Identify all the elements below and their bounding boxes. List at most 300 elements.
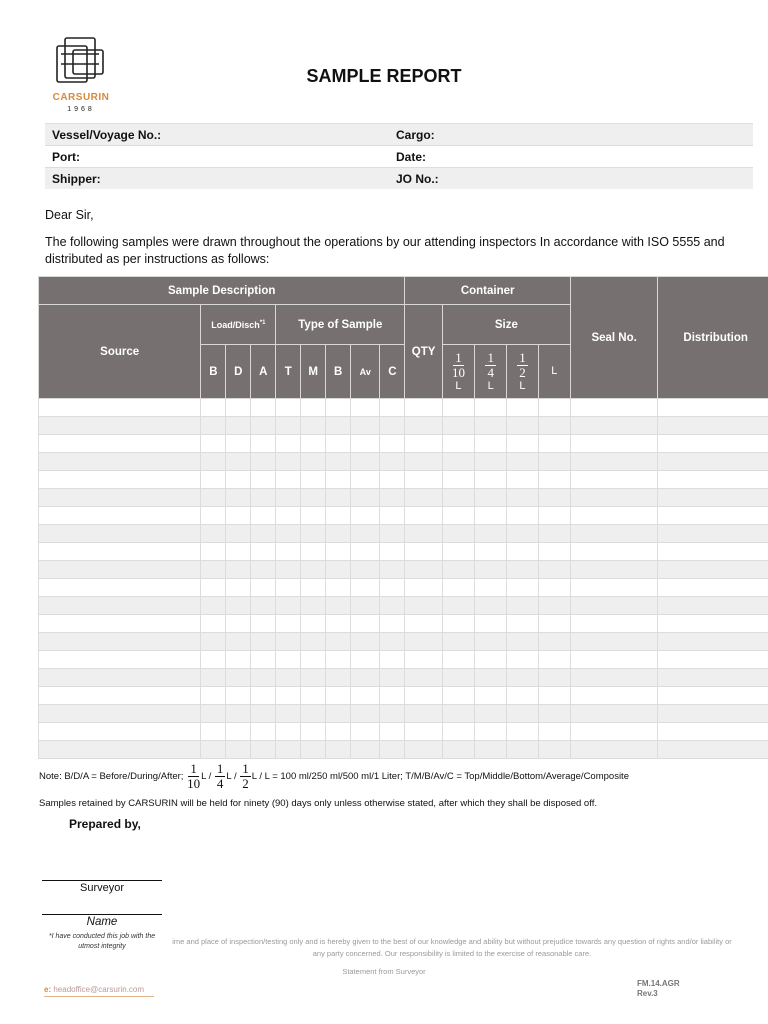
table-cell[interactable] bbox=[475, 399, 507, 417]
table-cell[interactable] bbox=[442, 399, 474, 417]
table-cell[interactable] bbox=[380, 723, 405, 741]
table-cell[interactable] bbox=[226, 489, 251, 507]
table-cell[interactable] bbox=[380, 399, 405, 417]
table-cell[interactable] bbox=[538, 741, 570, 759]
table-cell[interactable] bbox=[475, 453, 507, 471]
table-cell[interactable] bbox=[570, 705, 657, 723]
table-cell[interactable] bbox=[251, 561, 276, 579]
table-cell[interactable] bbox=[538, 597, 570, 615]
table-cell[interactable] bbox=[475, 669, 507, 687]
table-cell[interactable] bbox=[326, 741, 351, 759]
table-cell[interactable] bbox=[39, 705, 201, 723]
table-cell[interactable] bbox=[226, 525, 251, 543]
table-cell[interactable] bbox=[326, 597, 351, 615]
table-cell[interactable] bbox=[39, 651, 201, 669]
table-cell[interactable] bbox=[475, 561, 507, 579]
table-cell[interactable] bbox=[351, 579, 380, 597]
table-cell[interactable] bbox=[351, 561, 380, 579]
table-cell[interactable] bbox=[405, 705, 442, 723]
table-cell[interactable] bbox=[276, 417, 301, 435]
table-cell[interactable] bbox=[538, 525, 570, 543]
table-cell[interactable] bbox=[326, 417, 351, 435]
table-cell[interactable] bbox=[442, 687, 474, 705]
table-cell[interactable] bbox=[405, 651, 442, 669]
table-cell[interactable] bbox=[442, 561, 474, 579]
table-cell[interactable] bbox=[538, 471, 570, 489]
table-cell[interactable] bbox=[201, 561, 226, 579]
table-cell[interactable] bbox=[276, 633, 301, 651]
table-cell[interactable] bbox=[226, 741, 251, 759]
table-cell[interactable] bbox=[538, 651, 570, 669]
table-cell[interactable] bbox=[570, 435, 657, 453]
table-cell[interactable] bbox=[570, 453, 657, 471]
table-cell[interactable] bbox=[507, 543, 538, 561]
table-cell[interactable] bbox=[538, 489, 570, 507]
table-cell[interactable] bbox=[201, 579, 226, 597]
table-cell[interactable] bbox=[442, 615, 474, 633]
table-cell[interactable] bbox=[475, 507, 507, 525]
table-cell[interactable] bbox=[475, 651, 507, 669]
table-cell[interactable] bbox=[570, 723, 657, 741]
table-cell[interactable] bbox=[226, 453, 251, 471]
table-cell[interactable] bbox=[39, 669, 201, 687]
table-cell[interactable] bbox=[538, 507, 570, 525]
table-cell[interactable] bbox=[251, 615, 276, 633]
table-cell[interactable] bbox=[570, 525, 657, 543]
table-cell[interactable] bbox=[405, 435, 442, 453]
table-cell[interactable] bbox=[570, 687, 657, 705]
table-cell[interactable] bbox=[442, 489, 474, 507]
table-cell[interactable] bbox=[276, 507, 301, 525]
table-cell[interactable] bbox=[39, 723, 201, 741]
table-cell[interactable] bbox=[201, 525, 226, 543]
table-cell[interactable] bbox=[380, 615, 405, 633]
table-cell[interactable] bbox=[507, 471, 538, 489]
table-cell[interactable] bbox=[405, 633, 442, 651]
table-cell[interactable] bbox=[301, 633, 326, 651]
table-cell[interactable] bbox=[507, 615, 538, 633]
table-cell[interactable] bbox=[39, 453, 201, 471]
table-cell[interactable] bbox=[39, 597, 201, 615]
table-cell[interactable] bbox=[326, 507, 351, 525]
table-cell[interactable] bbox=[405, 615, 442, 633]
table-cell[interactable] bbox=[380, 471, 405, 489]
table-cell[interactable] bbox=[39, 435, 201, 453]
table-cell[interactable] bbox=[39, 579, 201, 597]
table-cell[interactable] bbox=[405, 525, 442, 543]
table-cell[interactable] bbox=[301, 615, 326, 633]
table-cell[interactable] bbox=[226, 669, 251, 687]
table-cell[interactable] bbox=[351, 669, 380, 687]
table-cell[interactable] bbox=[442, 435, 474, 453]
table-cell[interactable] bbox=[39, 525, 201, 543]
table-cell[interactable] bbox=[658, 723, 768, 741]
table-cell[interactable] bbox=[276, 525, 301, 543]
table-cell[interactable] bbox=[326, 687, 351, 705]
table-cell[interactable] bbox=[538, 561, 570, 579]
table-cell[interactable] bbox=[226, 687, 251, 705]
table-cell[interactable] bbox=[251, 741, 276, 759]
table-cell[interactable] bbox=[538, 399, 570, 417]
table-cell[interactable] bbox=[301, 507, 326, 525]
table-cell[interactable] bbox=[276, 651, 301, 669]
table-cell[interactable] bbox=[301, 435, 326, 453]
table-cell[interactable] bbox=[380, 417, 405, 435]
table-cell[interactable] bbox=[442, 543, 474, 561]
table-cell[interactable] bbox=[351, 615, 380, 633]
table-cell[interactable] bbox=[251, 579, 276, 597]
table-cell[interactable] bbox=[570, 399, 657, 417]
table-cell[interactable] bbox=[538, 687, 570, 705]
table-cell[interactable] bbox=[326, 651, 351, 669]
table-cell[interactable] bbox=[658, 705, 768, 723]
table-cell[interactable] bbox=[276, 723, 301, 741]
table-cell[interactable] bbox=[251, 723, 276, 741]
table-cell[interactable] bbox=[326, 525, 351, 543]
table-cell[interactable] bbox=[538, 435, 570, 453]
table-cell[interactable] bbox=[507, 705, 538, 723]
table-cell[interactable] bbox=[276, 687, 301, 705]
table-cell[interactable] bbox=[301, 669, 326, 687]
table-cell[interactable] bbox=[475, 417, 507, 435]
table-cell[interactable] bbox=[475, 435, 507, 453]
table-cell[interactable] bbox=[442, 525, 474, 543]
table-cell[interactable] bbox=[251, 543, 276, 561]
table-cell[interactable] bbox=[380, 507, 405, 525]
table-cell[interactable] bbox=[507, 687, 538, 705]
table-cell[interactable] bbox=[570, 489, 657, 507]
table-cell[interactable] bbox=[405, 687, 442, 705]
table-cell[interactable] bbox=[351, 741, 380, 759]
table-cell[interactable] bbox=[201, 633, 226, 651]
table-cell[interactable] bbox=[570, 471, 657, 489]
table-cell[interactable] bbox=[326, 543, 351, 561]
table-cell[interactable] bbox=[538, 579, 570, 597]
table-cell[interactable] bbox=[201, 705, 226, 723]
table-cell[interactable] bbox=[301, 525, 326, 543]
table-cell[interactable] bbox=[405, 579, 442, 597]
table-cell[interactable] bbox=[405, 489, 442, 507]
table-cell[interactable] bbox=[658, 417, 768, 435]
table-cell[interactable] bbox=[351, 507, 380, 525]
table-cell[interactable] bbox=[201, 615, 226, 633]
table-cell[interactable] bbox=[301, 579, 326, 597]
table-cell[interactable] bbox=[658, 399, 768, 417]
table-cell[interactable] bbox=[380, 633, 405, 651]
table-cell[interactable] bbox=[251, 597, 276, 615]
table-cell[interactable] bbox=[475, 615, 507, 633]
table-cell[interactable] bbox=[507, 399, 538, 417]
table-cell[interactable] bbox=[405, 723, 442, 741]
table-cell[interactable] bbox=[201, 489, 226, 507]
table-cell[interactable] bbox=[301, 453, 326, 471]
table-cell[interactable] bbox=[226, 597, 251, 615]
table-cell[interactable] bbox=[276, 597, 301, 615]
table-cell[interactable] bbox=[326, 579, 351, 597]
table-cell[interactable] bbox=[442, 471, 474, 489]
table-cell[interactable] bbox=[251, 705, 276, 723]
table-cell[interactable] bbox=[507, 561, 538, 579]
table-cell[interactable] bbox=[201, 417, 226, 435]
table-cell[interactable] bbox=[301, 417, 326, 435]
table-cell[interactable] bbox=[538, 543, 570, 561]
table-cell[interactable] bbox=[39, 399, 201, 417]
table-cell[interactable] bbox=[226, 633, 251, 651]
table-cell[interactable] bbox=[658, 651, 768, 669]
table-cell[interactable] bbox=[570, 651, 657, 669]
table-cell[interactable] bbox=[405, 453, 442, 471]
table-cell[interactable] bbox=[405, 669, 442, 687]
table-cell[interactable] bbox=[442, 705, 474, 723]
table-cell[interactable] bbox=[658, 507, 768, 525]
table-cell[interactable] bbox=[351, 687, 380, 705]
table-cell[interactable] bbox=[507, 417, 538, 435]
table-cell[interactable] bbox=[475, 579, 507, 597]
table-cell[interactable] bbox=[570, 561, 657, 579]
table-cell[interactable] bbox=[405, 741, 442, 759]
table-cell[interactable] bbox=[351, 399, 380, 417]
table-cell[interactable] bbox=[475, 489, 507, 507]
email-address[interactable]: headoffice@carsurin.com bbox=[53, 985, 145, 994]
table-cell[interactable] bbox=[301, 561, 326, 579]
table-cell[interactable] bbox=[301, 651, 326, 669]
table-cell[interactable] bbox=[507, 489, 538, 507]
table-cell[interactable] bbox=[538, 615, 570, 633]
table-cell[interactable] bbox=[276, 579, 301, 597]
table-cell[interactable] bbox=[326, 615, 351, 633]
table-cell[interactable] bbox=[226, 417, 251, 435]
table-cell[interactable] bbox=[201, 723, 226, 741]
table-cell[interactable] bbox=[351, 723, 380, 741]
table-cell[interactable] bbox=[475, 741, 507, 759]
table-cell[interactable] bbox=[475, 705, 507, 723]
table-cell[interactable] bbox=[507, 525, 538, 543]
table-cell[interactable] bbox=[442, 417, 474, 435]
table-cell[interactable] bbox=[442, 507, 474, 525]
table-cell[interactable] bbox=[351, 633, 380, 651]
table-cell[interactable] bbox=[538, 723, 570, 741]
table-cell[interactable] bbox=[301, 705, 326, 723]
table-cell[interactable] bbox=[301, 741, 326, 759]
table-cell[interactable] bbox=[442, 453, 474, 471]
table-cell[interactable] bbox=[538, 705, 570, 723]
table-cell[interactable] bbox=[251, 507, 276, 525]
table-cell[interactable] bbox=[201, 669, 226, 687]
table-cell[interactable] bbox=[326, 453, 351, 471]
table-cell[interactable] bbox=[380, 525, 405, 543]
table-cell[interactable] bbox=[380, 489, 405, 507]
table-cell[interactable] bbox=[658, 669, 768, 687]
table-cell[interactable] bbox=[570, 615, 657, 633]
table-cell[interactable] bbox=[276, 471, 301, 489]
table-cell[interactable] bbox=[351, 597, 380, 615]
table-cell[interactable] bbox=[39, 561, 201, 579]
table-cell[interactable] bbox=[351, 651, 380, 669]
table-cell[interactable] bbox=[201, 453, 226, 471]
table-cell[interactable] bbox=[301, 399, 326, 417]
table-cell[interactable] bbox=[475, 687, 507, 705]
table-cell[interactable] bbox=[538, 633, 570, 651]
table-cell[interactable] bbox=[326, 489, 351, 507]
table-cell[interactable] bbox=[351, 453, 380, 471]
table-cell[interactable] bbox=[658, 579, 768, 597]
table-cell[interactable] bbox=[538, 417, 570, 435]
table-cell[interactable] bbox=[201, 471, 226, 489]
table-cell[interactable] bbox=[226, 561, 251, 579]
table-cell[interactable] bbox=[570, 543, 657, 561]
table-cell[interactable] bbox=[475, 597, 507, 615]
table-cell[interactable] bbox=[326, 723, 351, 741]
table-cell[interactable] bbox=[658, 453, 768, 471]
table-cell[interactable] bbox=[658, 741, 768, 759]
table-cell[interactable] bbox=[658, 525, 768, 543]
table-cell[interactable] bbox=[405, 417, 442, 435]
table-cell[interactable] bbox=[39, 417, 201, 435]
table-cell[interactable] bbox=[351, 471, 380, 489]
table-cell[interactable] bbox=[380, 741, 405, 759]
table-cell[interactable] bbox=[570, 669, 657, 687]
table-cell[interactable] bbox=[442, 651, 474, 669]
table-cell[interactable] bbox=[475, 633, 507, 651]
table-cell[interactable] bbox=[251, 687, 276, 705]
table-cell[interactable] bbox=[201, 597, 226, 615]
table-cell[interactable] bbox=[570, 741, 657, 759]
table-cell[interactable] bbox=[276, 453, 301, 471]
table-cell[interactable] bbox=[351, 705, 380, 723]
table-cell[interactable] bbox=[380, 561, 405, 579]
table-cell[interactable] bbox=[442, 669, 474, 687]
table-cell[interactable] bbox=[201, 651, 226, 669]
table-cell[interactable] bbox=[251, 651, 276, 669]
table-cell[interactable] bbox=[301, 543, 326, 561]
table-cell[interactable] bbox=[405, 471, 442, 489]
table-cell[interactable] bbox=[570, 417, 657, 435]
table-cell[interactable] bbox=[301, 489, 326, 507]
table-cell[interactable] bbox=[538, 453, 570, 471]
table-cell[interactable] bbox=[380, 543, 405, 561]
table-cell[interactable] bbox=[276, 435, 301, 453]
table-cell[interactable] bbox=[326, 669, 351, 687]
table-cell[interactable] bbox=[507, 741, 538, 759]
table-cell[interactable] bbox=[351, 543, 380, 561]
table-cell[interactable] bbox=[475, 525, 507, 543]
table-cell[interactable] bbox=[39, 489, 201, 507]
table-cell[interactable] bbox=[251, 417, 276, 435]
table-cell[interactable] bbox=[570, 633, 657, 651]
table-cell[interactable] bbox=[226, 399, 251, 417]
table-cell[interactable] bbox=[507, 597, 538, 615]
table-cell[interactable] bbox=[39, 741, 201, 759]
table-cell[interactable] bbox=[326, 471, 351, 489]
table-cell[interactable] bbox=[442, 633, 474, 651]
table-cell[interactable] bbox=[276, 561, 301, 579]
table-cell[interactable] bbox=[658, 597, 768, 615]
table-cell[interactable] bbox=[405, 543, 442, 561]
table-cell[interactable] bbox=[326, 633, 351, 651]
table-cell[interactable] bbox=[507, 633, 538, 651]
table-cell[interactable] bbox=[658, 687, 768, 705]
table-cell[interactable] bbox=[507, 669, 538, 687]
table-cell[interactable] bbox=[39, 543, 201, 561]
table-cell[interactable] bbox=[276, 705, 301, 723]
table-cell[interactable] bbox=[276, 543, 301, 561]
table-cell[interactable] bbox=[226, 723, 251, 741]
table-cell[interactable] bbox=[251, 633, 276, 651]
table-cell[interactable] bbox=[276, 741, 301, 759]
table-cell[interactable] bbox=[226, 507, 251, 525]
table-cell[interactable] bbox=[538, 669, 570, 687]
table-cell[interactable] bbox=[442, 741, 474, 759]
table-cell[interactable] bbox=[475, 471, 507, 489]
table-cell[interactable] bbox=[475, 543, 507, 561]
table-cell[interactable] bbox=[507, 723, 538, 741]
table-cell[interactable] bbox=[658, 489, 768, 507]
table-cell[interactable] bbox=[226, 705, 251, 723]
table-cell[interactable] bbox=[276, 399, 301, 417]
table-cell[interactable] bbox=[405, 399, 442, 417]
table-cell[interactable] bbox=[442, 723, 474, 741]
table-cell[interactable] bbox=[226, 579, 251, 597]
table-cell[interactable] bbox=[39, 507, 201, 525]
table-cell[interactable] bbox=[507, 435, 538, 453]
table-cell[interactable] bbox=[507, 579, 538, 597]
table-cell[interactable] bbox=[326, 435, 351, 453]
table-cell[interactable] bbox=[658, 561, 768, 579]
table-cell[interactable] bbox=[226, 615, 251, 633]
table-cell[interactable] bbox=[226, 471, 251, 489]
table-cell[interactable] bbox=[201, 399, 226, 417]
table-cell[interactable] bbox=[507, 507, 538, 525]
table-cell[interactable] bbox=[301, 723, 326, 741]
table-cell[interactable] bbox=[39, 615, 201, 633]
table-cell[interactable] bbox=[405, 507, 442, 525]
table-cell[interactable] bbox=[201, 507, 226, 525]
table-cell[interactable] bbox=[380, 597, 405, 615]
table-cell[interactable] bbox=[326, 399, 351, 417]
table-cell[interactable] bbox=[380, 705, 405, 723]
table-cell[interactable] bbox=[351, 435, 380, 453]
table-cell[interactable] bbox=[251, 453, 276, 471]
table-cell[interactable] bbox=[39, 471, 201, 489]
table-cell[interactable] bbox=[226, 543, 251, 561]
table-cell[interactable] bbox=[380, 435, 405, 453]
table-cell[interactable] bbox=[507, 453, 538, 471]
table-cell[interactable] bbox=[276, 615, 301, 633]
table-cell[interactable] bbox=[570, 597, 657, 615]
table-cell[interactable] bbox=[658, 615, 768, 633]
table-cell[interactable] bbox=[658, 543, 768, 561]
table-cell[interactable] bbox=[251, 669, 276, 687]
table-cell[interactable] bbox=[380, 453, 405, 471]
table-cell[interactable] bbox=[326, 561, 351, 579]
table-cell[interactable] bbox=[658, 633, 768, 651]
table-cell[interactable] bbox=[301, 471, 326, 489]
table-cell[interactable] bbox=[39, 687, 201, 705]
table-cell[interactable] bbox=[380, 579, 405, 597]
table-cell[interactable] bbox=[276, 669, 301, 687]
table-cell[interactable] bbox=[251, 435, 276, 453]
table-cell[interactable] bbox=[380, 669, 405, 687]
table-cell[interactable] bbox=[276, 489, 301, 507]
table-cell[interactable] bbox=[570, 507, 657, 525]
table-cell[interactable] bbox=[226, 651, 251, 669]
table-cell[interactable] bbox=[201, 543, 226, 561]
table-cell[interactable] bbox=[442, 579, 474, 597]
table-cell[interactable] bbox=[380, 651, 405, 669]
table-cell[interactable] bbox=[251, 525, 276, 543]
table-cell[interactable] bbox=[658, 471, 768, 489]
table-cell[interactable] bbox=[351, 489, 380, 507]
